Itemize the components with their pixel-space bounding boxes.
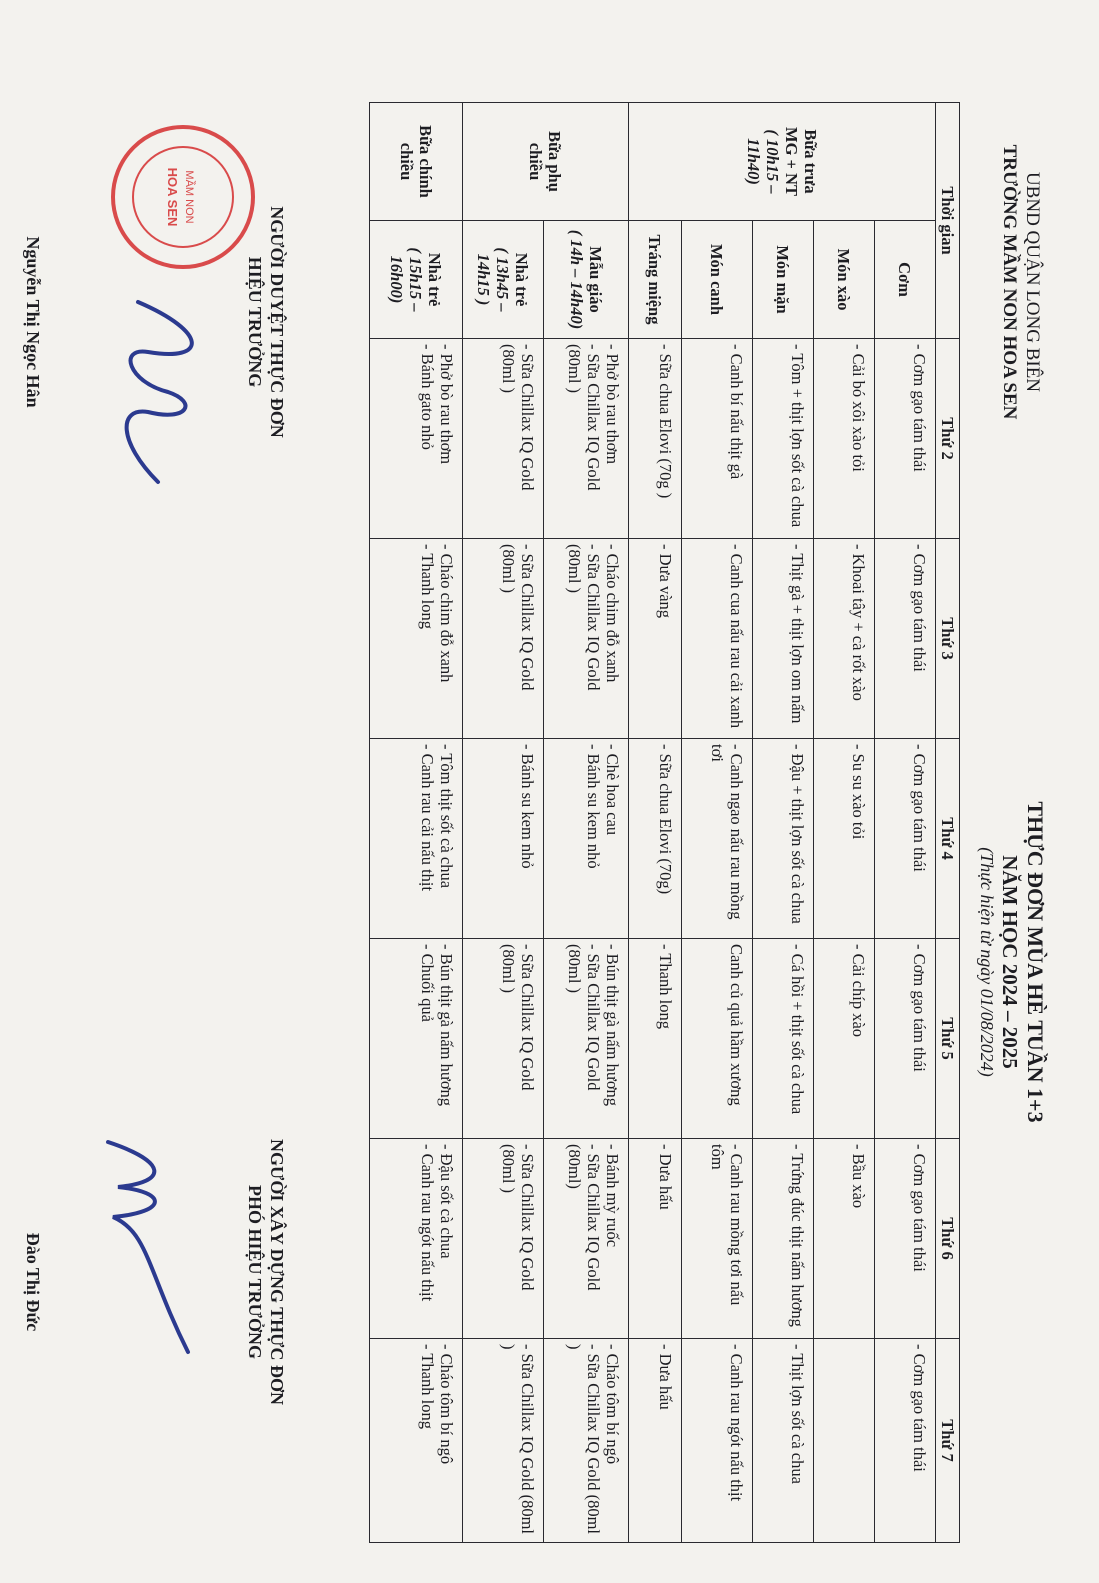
col-header-sat: Thứ 7 [936,1339,960,1543]
col-header-tue: Thứ 3 [936,539,960,739]
menu-cell: - Cơm gạo tám thái [875,1339,936,1543]
title-block [976,642,1048,1282]
menu-cell: - Cơm gạo tám thái [875,939,936,1139]
meal-label: Bữa chính [416,125,435,198]
menu-line: - Sữa Chillax IQ Gold (80ml ) [565,344,603,491]
menu-cell [544,939,629,1139]
menu-line: - Bánh su kem nhỏ [584,744,603,869]
meal-lunch [629,103,936,221]
meal-afternoon-main [370,103,463,221]
menu-line: - Sữa Chillax IQ Gold (80ml ) [499,544,537,691]
menu-line: - Sữa Chillax IQ Gold (80ml ) [499,1144,537,1291]
menu-line: - Canh rau cải nấu thịt [418,744,437,892]
menu-line: - Phở bò rau thơm [603,344,622,465]
menu-line: - Đậu sốt cà chua [437,1144,456,1259]
group-name: Nhà trẻ [425,252,445,307]
col-header-time: Thời gian [936,103,960,339]
table-row [370,103,463,1543]
menu-cell [463,1339,544,1543]
menu-line: - Bánh mỳ ruốc [603,1144,622,1248]
menu-line: - Cháo chim đỗ xanh [437,544,456,683]
menu-cell: - Cơm gạo tám thái [875,339,936,539]
table-row [463,103,544,1543]
menu-cell: - Cải bó xôi xào tỏi [814,339,875,539]
col-header-fri: Thứ 6 [936,1139,960,1339]
table-row [875,103,936,1543]
effective-date-note: (Thực hiện từ ngày 01/08/2024) [977,847,997,1077]
menu-cell: - Dưa vàng [629,539,682,739]
menu-line: - Bánh su kem nhỏ [518,744,537,869]
menu-line: - Cháo tôm bí ngô [603,1344,622,1465]
menu-table [369,102,960,1543]
menu-cell [463,939,544,1139]
meal-time: ( 10h15 – 11h40) [744,129,782,194]
group-label [463,221,544,339]
meal-snack [463,103,629,221]
menu-cell [544,339,629,539]
menu-cell: - Dưa hấu [629,1139,682,1339]
menu-cell [370,339,463,539]
menu-cell [370,1339,463,1543]
col-header-wed: Thứ 4 [936,739,960,939]
menu-line: - Sữa Chillax IQ Gold (80ml ) [565,544,603,691]
group-time: ( 13h45 – 14h15 ) [474,247,513,312]
group-name: Mẫu giáo [586,246,605,313]
menu-line: - Cháo chim đỗ xanh [603,544,622,683]
approver-name: Nguyễn Thị Ngọc Hân [23,236,43,408]
official-stamp [108,122,258,272]
menu-cell: - Su su xào tỏi [814,739,875,939]
menu-line: - Sữa Chillax IQ Gold (80ml ) [499,344,537,491]
dish-label: Tráng miệng [629,221,682,339]
dish-label: Món xào [814,221,875,339]
menu-line: - Sữa Chillax IQ Gold (80ml ) [565,944,603,1091]
table-row [682,103,753,1543]
school-name: TRƯỜNG MẦM NON HOA SEN [999,144,1020,420]
meal-label-2: chiều [526,142,546,181]
menu-cell: - Canh rau ngót nấu thịt [682,1339,753,1543]
menu-cell: - Cải chíp xào [814,939,875,1139]
table-row [753,103,814,1543]
menu-line: - Phở bò rau thơm [437,344,456,465]
menu-line: - Cháo tôm bí ngô [437,1344,456,1465]
menu-cell [463,339,544,539]
menu-line: - Chuối quả [418,944,437,1022]
menu-cell: - Cơm gạo tám thái [875,739,936,939]
menu-cell [463,539,544,739]
menu-line: - Canh rau ngót nấu thịt [418,1144,437,1302]
menu-cell: - Thịt gà + thịt lợn om nấm [753,539,814,739]
menu-cell [370,939,463,1139]
menu-line: - Sữa Chillax IQ Gold (80ml ) [499,1344,537,1534]
author-name: Đào Thị Đức [23,1232,43,1332]
authority-name: UBND QUẬN LONG BIÊN [1022,171,1043,393]
menu-cell: - Sữa chua Elovi (70g) [629,739,682,939]
menu-cell [370,1139,463,1339]
menu-cell: - Đậu + thịt lợn sốt cà chua [753,739,814,939]
menu-cell [814,1339,875,1543]
dish-label: Món mặn [753,221,814,339]
menu-cell: - Tôm + thịt lợn sốt cà chua [753,339,814,539]
menu-cell: - Canh bí nấu thịt gà [682,339,753,539]
col-header-thu: Thứ 5 [936,939,960,1139]
menu-line: - Chè hoa cau [603,744,622,836]
author-signature-icon [68,1132,208,1362]
dish-label: Cơm [875,221,936,339]
menu-line: - Bánh gato nhỏ [418,344,437,450]
school-year: NĂM HỌC 2024 – 2025 [998,855,1022,1069]
menu-cell: - Canh ngao nấu rau mồng tơi [682,739,753,939]
meal-group: MG + NT [782,127,801,196]
menu-cell: - Trứng đúc thịt nấm hương [753,1139,814,1339]
menu-cell: - Dưa hấu [629,1339,682,1543]
menu-cell [370,739,463,939]
menu-line: - Sữa Chillax IQ Gold (80ml) [565,1144,603,1291]
menu-cell: - Sữa chua Elovi (70g ) [629,339,682,539]
page-title: THỰC ĐƠN MÙA HÈ TUẦN 1+3 [1023,801,1048,1123]
menu-cell: - Canh rau mồng tơi nấu tôm [682,1139,753,1339]
author-role: PHÓ HIỆU TRƯỞNG [245,1184,265,1359]
menu-line: - Thanh long [418,544,437,629]
menu-line: - Thanh long [418,1344,437,1429]
menu-sheet [0,82,1048,1562]
table-row [544,103,629,1543]
approver-role: HIỆU TRƯỞNG [245,256,265,388]
col-header-mon: Thứ 2 [936,339,960,539]
table-header-row [936,103,960,1543]
menu-cell: Canh củ quả hầm xương [682,939,753,1139]
issuer-header [998,112,1044,452]
author-signature-block [244,1012,288,1532]
approver-title: NGƯỜI DUYỆT THỰC ĐƠN [267,206,287,438]
menu-line: - Sữa Chillax IQ Gold (80ml ) [565,1344,603,1534]
dish-label: Món canh [682,221,753,339]
menu-cell: - Cơm gạo tám thái [875,539,936,739]
svg-text:HOA SEN: HOA SEN [165,167,180,227]
table-row [814,103,875,1543]
menu-cell: - Thanh long [629,939,682,1139]
menu-cell: - Bầu xào [814,1139,875,1339]
menu-line: - Bún thịt gà nấm hương [437,944,456,1107]
svg-text:MẦM NON: MẦM NON [183,170,195,224]
menu-cell [463,1139,544,1339]
menu-cell [370,539,463,739]
author-title: NGƯỜI XÂY DỰNG THỰC ĐƠN [267,1139,287,1405]
group-label [370,221,463,339]
group-time: ( 14h – 14h40) [567,229,586,330]
menu-cell [544,539,629,739]
group-label [544,221,629,339]
group-time: ( 15h15 – 16h00) [387,247,426,312]
approver-signature-icon [88,292,228,492]
menu-cell [544,1139,629,1339]
meal-label: Bữa phụ [545,131,565,192]
menu-cell [463,739,544,939]
table-row [629,103,682,1543]
menu-line: - Bún thịt gà nấm hương [603,944,622,1107]
meal-label-2: chiều [397,142,416,181]
menu-cell [544,1339,629,1543]
menu-cell: - Khoai tây + cà rốt xào [814,539,875,739]
group-name: Nhà trẻ [512,252,532,307]
menu-cell [544,739,629,939]
menu-cell: - Cơm gạo tám thái [875,1139,936,1339]
menu-cell: - Canh cua nấu rau cải xanh [682,539,753,739]
menu-cell: - Thịt lợn sốt cà chua [753,1339,814,1543]
menu-cell: - Cá hồi + thịt sốt cà chua [753,939,814,1139]
menu-line: - Tôm thịt sốt cà chua [437,744,456,889]
menu-line: - Sữa Chillax IQ Gold (80ml ) [499,944,537,1091]
meal-label: Bữa trưa [801,129,820,194]
